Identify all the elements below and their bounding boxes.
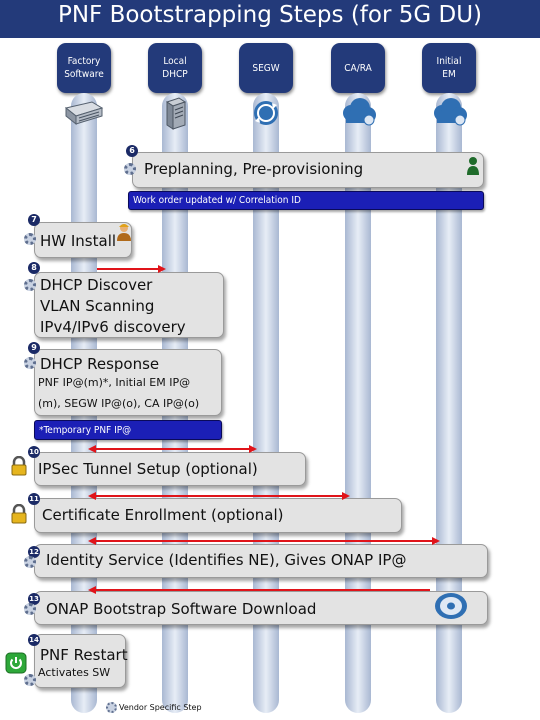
step-number-badge: 13 [29,595,39,603]
title-bar [0,0,540,38]
step-9-heading: DHCP Response [40,355,160,373]
server-rack-icon [62,96,106,130]
legend-label: Vendor Specific Step [119,703,202,712]
work-order-note: Work order updated w/ Correlation ID [128,191,484,210]
operator-person-icon [466,156,480,176]
step-number-badge: 11 [29,495,39,503]
step-number-badge: 6 [126,145,138,157]
gear-icon [24,357,36,369]
step-14-heading: PNF Restart [40,646,128,664]
diagram-title: PNF Bootstrapping Steps (for 5G DU) [57,2,483,28]
router-icon [244,96,288,130]
lane-header-segw: SEGW [239,43,293,93]
step-number-badge: 9 [28,342,40,354]
step-10-text: IPSec Tunnel Setup (optional) [38,460,258,478]
cloud-icon [336,96,380,130]
step-12-text: Identity Service (Identifies NE), Gives ONAP IP@ [46,551,407,569]
gear-icon [24,674,36,686]
step-14-subtext: Activates SW [38,666,111,679]
server-tower-icon [153,96,197,130]
step-9-line: (m), SEGW IP@(o), CA IP@(o) [38,397,200,410]
step-number-badge: 10 [29,448,39,456]
cloud-icon [427,96,471,130]
lane-header-factory-software: Factory Software [57,43,111,93]
gear-icon [24,556,36,568]
step-7-text: HW Install [40,232,117,250]
ipsec-arrow [95,448,250,450]
installer-person-icon [116,222,132,242]
gear-icon [24,279,36,291]
disc-icon [433,591,469,621]
step-number-badge: 14 [29,636,39,644]
step-8-line: VLAN Scanning [40,297,155,315]
lane-header-initial-em: Initial EM [422,43,476,93]
lane-header-ca-ra: CA/RA [331,43,385,93]
software-download-arrow [95,589,430,591]
gear-icon [24,603,36,615]
step-6-text: Preplanning, Pre-provisioning [144,160,364,178]
power-icon [5,652,27,674]
gear-icon [106,702,117,713]
lock-icon [10,504,28,524]
temporary-ip-note: *Temporary PNF IP@ [34,420,222,440]
step-number-badge: 7 [28,214,40,226]
step-number-badge: 12 [29,548,39,556]
gear-icon [124,163,136,175]
lane-header-local-dhcp: Local DHCP [148,43,202,93]
identity-service-arrow [95,540,433,542]
gear-icon [24,233,36,245]
step-13-text: ONAP Bootstrap Software Download [46,600,317,618]
dhcp-discover-arrow [97,268,159,270]
step-8-line: DHCP Discover [40,276,153,294]
step-number-badge: 8 [28,262,40,274]
lock-icon [10,456,28,476]
certificate-arrow [95,495,343,497]
step-8-line: IPv4/IPv6 discovery [40,318,186,336]
step-9-line: PNF IP@(m)*, Initial EM IP@ [38,376,191,389]
step-11-text: Certificate Enrollment (optional) [42,506,284,524]
